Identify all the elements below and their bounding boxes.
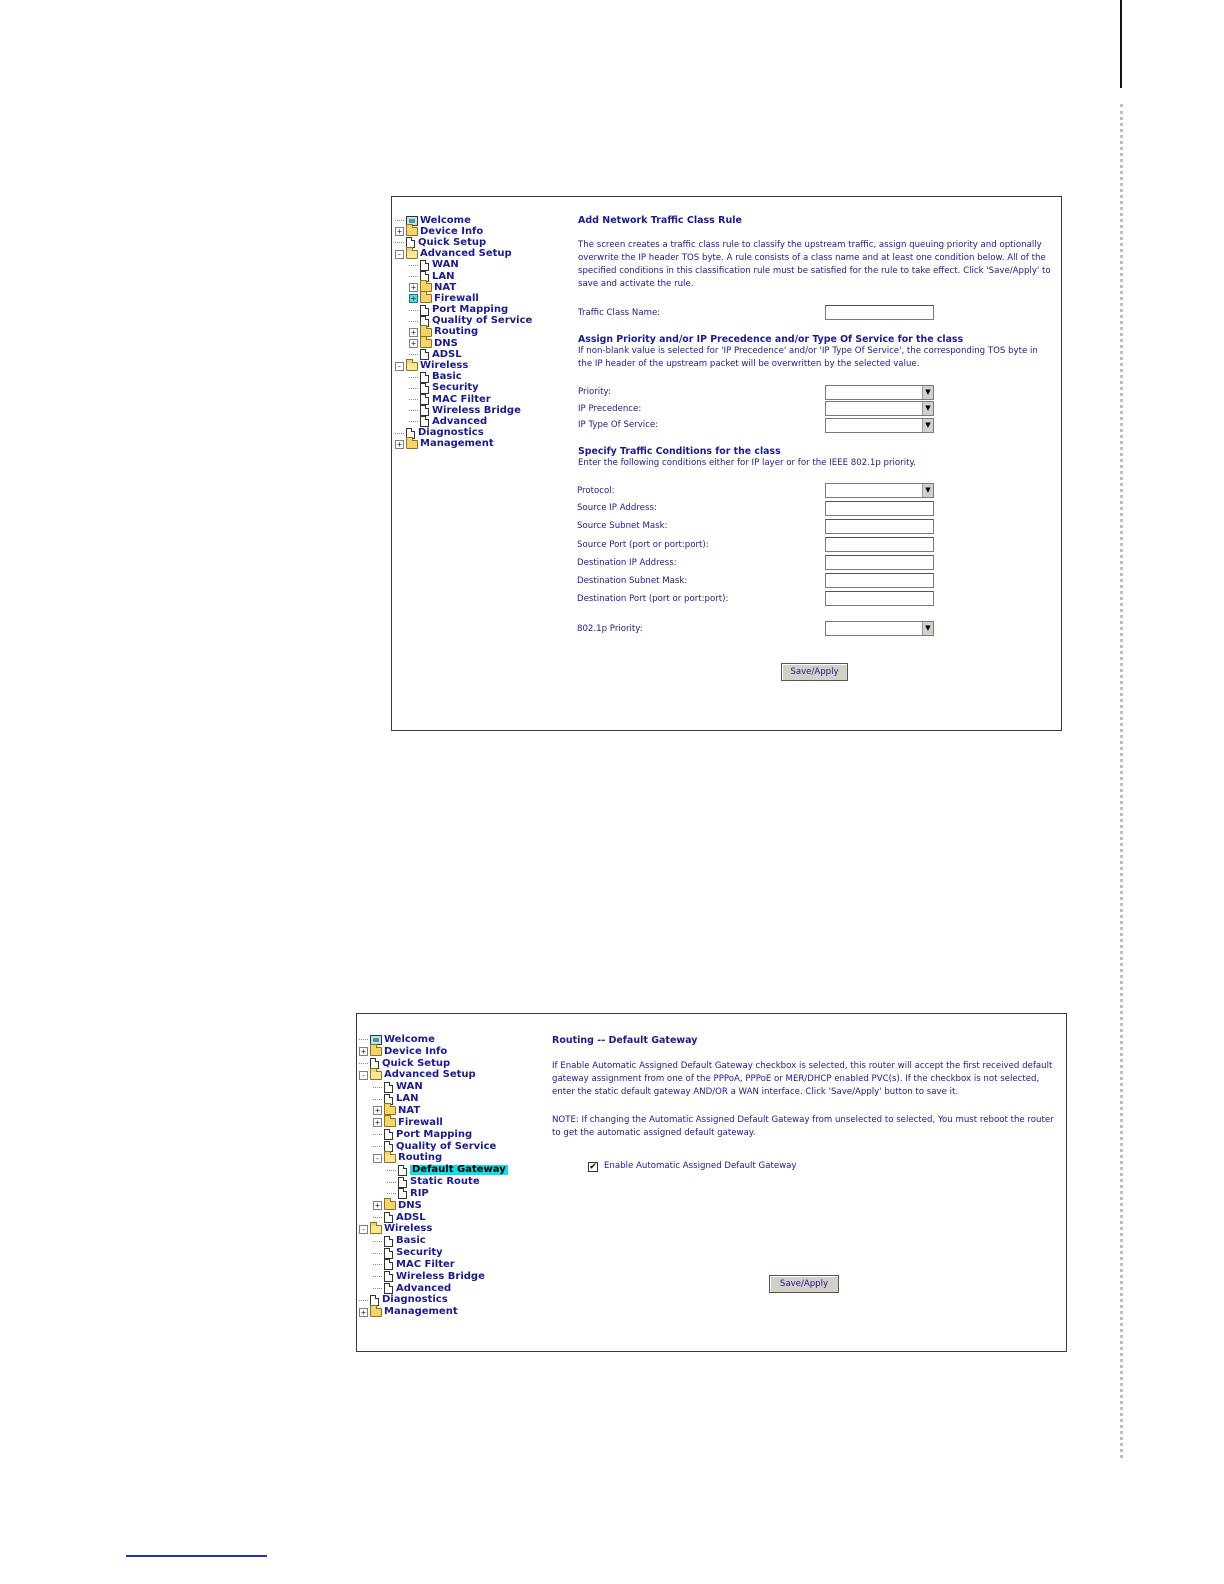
tree-connector	[409, 354, 418, 355]
page-icon	[420, 260, 429, 271]
footer-link-rule	[126, 1555, 267, 1557]
tree-item[interactable]	[359, 1105, 508, 1117]
conditions-description: Enter the following conditions either for IP layer or for the IEEE 802.1p priority.	[578, 458, 917, 468]
tree-connector	[395, 220, 404, 221]
tree-item-label[interactable]: MAC Filter	[396, 1258, 455, 1270]
expand-icon[interactable]: +	[409, 339, 418, 348]
page-icon	[384, 1271, 393, 1282]
tree-item[interactable]	[359, 1058, 508, 1070]
page-icon	[384, 1129, 393, 1140]
tree-item-label[interactable]: Firewall	[398, 1116, 443, 1128]
page-icon	[420, 405, 429, 416]
page-icon	[420, 383, 429, 394]
assign-section	[578, 334, 1052, 370]
tree-connector	[373, 1146, 382, 1147]
page-icon	[420, 416, 429, 427]
tree-item-label[interactable]: Quick Setup	[418, 236, 487, 248]
tree-connector	[387, 1193, 396, 1194]
folder-icon	[420, 294, 432, 303]
expand-icon[interactable]: +	[409, 328, 418, 337]
navigation-tree	[395, 215, 532, 450]
page-icon	[384, 1082, 393, 1093]
tree-item[interactable]	[395, 237, 532, 248]
collapse-icon[interactable]: -	[359, 1225, 368, 1234]
tree-item[interactable]	[395, 226, 532, 237]
page-icon	[384, 1212, 393, 1223]
tree-item[interactable]	[359, 1129, 508, 1141]
tree-item[interactable]	[359, 1034, 508, 1046]
page-icon	[384, 1283, 393, 1294]
folder-icon	[406, 440, 418, 449]
tree-item-label[interactable]: Diagnostics	[418, 427, 484, 439]
tree-item-label[interactable]: Security	[396, 1247, 443, 1259]
tree-item[interactable]	[359, 1188, 508, 1200]
tree-item-label[interactable]: Diagnostics	[382, 1294, 448, 1306]
tree-item[interactable]	[359, 1046, 508, 1058]
save-apply-button[interactable]: Save/Apply	[781, 663, 848, 681]
tree-item-label[interactable]: WAN	[396, 1081, 423, 1093]
collapse-icon[interactable]: -	[359, 1071, 368, 1080]
intro-text: The screen creates a traffic class rule to classify the upstream traffic, assign queuing priority and optionally overwrite the IP header TOS byte. A rule consists of a class name and at least one condition below. All of the specified conditions in this classification rule must be satisfied for the rule to take effect. Click 'Save/Apply' to save and activate the rule.	[578, 240, 1051, 289]
folder-open-icon	[370, 1225, 382, 1234]
tree-item-label[interactable]: WAN	[432, 259, 459, 271]
tree-connector	[409, 377, 418, 378]
tree-connector	[373, 1288, 382, 1289]
enable-auto-gateway-checkbox[interactable]: ✔	[589, 1162, 597, 1172]
tree-item[interactable]	[359, 1224, 508, 1236]
tree-connector	[409, 310, 418, 311]
enable-auto-gateway-label: Enable Automatic Assigned Default Gateway	[604, 1161, 797, 1171]
dst-ip-label: Destination IP Address:	[577, 558, 677, 568]
tree-connector	[359, 1300, 368, 1301]
chevron-down-icon: ▼	[922, 484, 933, 497]
tree-item-label[interactable]: Security	[432, 382, 479, 394]
page-icon	[398, 1165, 407, 1176]
tree-item[interactable]	[359, 1271, 508, 1283]
expand-icon[interactable]: +	[395, 440, 404, 449]
tree-item[interactable]	[359, 1117, 508, 1129]
collapse-icon[interactable]: -	[395, 250, 404, 259]
tree-connector	[395, 433, 404, 434]
dst-port-label: Destination Port (port or port:port):	[577, 594, 729, 604]
chevron-down-icon: ▼	[922, 419, 933, 432]
tree-item[interactable]	[395, 349, 532, 360]
expand-icon[interactable]: +	[359, 1308, 368, 1317]
save-apply-button[interactable]: Save/Apply	[769, 1275, 839, 1293]
page-icon	[398, 1188, 407, 1199]
tree-connector	[409, 265, 418, 266]
default-gateway-form	[552, 1035, 1058, 1140]
collapse-icon[interactable]: -	[373, 1154, 382, 1163]
dst-ip-input[interactable]	[825, 555, 934, 570]
chevron-down-icon: ▼	[922, 622, 933, 635]
page-icon	[384, 1248, 393, 1259]
tree-item-label[interactable]: Wireless	[384, 1223, 433, 1235]
tree-connector	[373, 1241, 382, 1242]
tree-item-label[interactable]: MAC Filter	[432, 393, 491, 405]
tree-item[interactable]	[395, 439, 532, 450]
traffic-class-rule-screenshot	[391, 196, 1062, 731]
tree-item-label[interactable]: Advanced	[396, 1282, 452, 1294]
tree-item[interactable]	[359, 1259, 508, 1271]
folder-icon	[384, 1201, 396, 1210]
dst-mask-input[interactable]	[825, 573, 934, 588]
src-port-label: Source Port (port or port:port):	[577, 540, 709, 550]
tos-select[interactable]	[825, 418, 934, 433]
expand-icon[interactable]: +	[409, 294, 418, 303]
header-rule	[1120, 0, 1122, 88]
page-icon	[420, 394, 429, 405]
page-title: Add Network Traffic Class Rule	[578, 215, 742, 226]
tree-item[interactable]	[395, 271, 532, 282]
tree-item[interactable]	[359, 1093, 508, 1105]
tree-item-label[interactable]: Welcome	[384, 1033, 435, 1045]
tree-item-label[interactable]: Quality of Service	[396, 1140, 497, 1152]
folder-open-icon	[406, 250, 418, 259]
expand-icon[interactable]: +	[373, 1201, 382, 1210]
tree-item[interactable]	[359, 1212, 508, 1224]
src-ip-label: Source IP Address:	[577, 503, 657, 513]
tree-connector	[359, 1063, 368, 1064]
tree-item-label[interactable]: Advanced	[432, 415, 488, 427]
tree-item[interactable]	[395, 249, 532, 260]
tree-item-label[interactable]: Management	[420, 438, 494, 450]
tree-item-label[interactable]: Static Route	[410, 1176, 480, 1188]
tree-connector	[387, 1182, 396, 1183]
tree-item-label[interactable]: RIP	[410, 1187, 429, 1199]
tree-item[interactable]	[359, 1306, 508, 1318]
tree-item[interactable]	[395, 327, 532, 338]
tree-item-label[interactable]: NAT	[398, 1104, 421, 1116]
collapse-icon[interactable]: -	[395, 362, 404, 371]
conditions-section	[578, 446, 1052, 470]
folder-icon	[384, 1106, 396, 1115]
conditions-title: Specify Traffic Conditions for the class	[578, 446, 781, 457]
tree-connector	[373, 1217, 382, 1218]
expand-icon[interactable]: +	[359, 1047, 368, 1056]
tree-item-label[interactable]: DNS	[434, 337, 458, 349]
expand-icon[interactable]: +	[373, 1106, 382, 1115]
protocol-label: Protocol:	[577, 486, 615, 496]
tree-item[interactable]	[395, 428, 532, 439]
tree-item-label[interactable]: Quick Setup	[382, 1057, 451, 1069]
tree-item-label[interactable]: Wireless Bridge	[396, 1270, 485, 1282]
folder-icon	[384, 1118, 396, 1127]
tree-item-label[interactable]: ADSL	[396, 1211, 426, 1223]
folder-open-icon	[370, 1071, 382, 1080]
tree-item[interactable]	[395, 416, 532, 427]
tree-item[interactable]	[395, 372, 532, 383]
margin-dotted-line	[1120, 104, 1123, 1458]
page-icon	[398, 1177, 407, 1188]
tree-item-label[interactable]: Management	[384, 1306, 458, 1318]
tree-item-label[interactable]: Device Info	[384, 1045, 448, 1057]
tree-item-label[interactable]: Advanced Setup	[384, 1069, 476, 1081]
tree-connector	[387, 1170, 396, 1171]
tree-connector	[373, 1087, 382, 1088]
tree-item[interactable]	[395, 360, 532, 371]
tree-connector	[409, 388, 418, 389]
page-icon	[420, 372, 429, 383]
src-ip-input[interactable]	[825, 501, 934, 516]
p8021-select[interactable]	[825, 621, 934, 636]
tree-item[interactable]	[395, 215, 532, 226]
tree-item-label[interactable]: Routing	[434, 326, 479, 338]
precedence-select[interactable]	[825, 401, 934, 416]
tree-item-label[interactable]: Advanced Setup	[420, 248, 512, 260]
tree-item-label[interactable]: Welcome	[420, 214, 471, 226]
src-port-input[interactable]	[825, 537, 934, 552]
tree-connector	[409, 276, 418, 277]
folder-icon	[370, 1047, 382, 1056]
tree-item[interactable]	[359, 1200, 508, 1212]
tree-item[interactable]	[359, 1176, 508, 1188]
tos-label: IP Type Of Service:	[578, 420, 659, 430]
tree-item-label[interactable]: Routing	[398, 1152, 443, 1164]
tree-item-label[interactable]: ADSL	[432, 348, 462, 360]
folder-icon	[406, 227, 418, 236]
tree-item-label[interactable]: Quality of Service	[432, 315, 533, 327]
tree-connector	[373, 1264, 382, 1265]
default-gateway-screenshot	[356, 1013, 1067, 1352]
folder-icon	[420, 339, 432, 348]
tree-connector	[373, 1253, 382, 1254]
folder-icon	[370, 1308, 382, 1317]
tree-connector	[395, 242, 404, 243]
tree-connector	[409, 321, 418, 322]
tree-item[interactable]	[395, 260, 532, 271]
tree-item[interactable]	[395, 282, 532, 293]
dst-port-input[interactable]	[825, 591, 934, 606]
tree-item-label[interactable]: Basic	[396, 1235, 426, 1247]
priority-select[interactable]	[825, 385, 934, 400]
tree-item-label[interactable]: Wireless	[420, 360, 469, 372]
page-icon	[384, 1259, 393, 1270]
expand-icon[interactable]: +	[395, 227, 404, 236]
tree-item[interactable]	[359, 1070, 508, 1082]
tree-connector	[373, 1134, 382, 1135]
tree-connector	[359, 1039, 368, 1040]
chevron-down-icon: ▼	[922, 402, 933, 415]
tree-item-label[interactable]: Basic	[432, 371, 462, 383]
page-icon	[420, 349, 429, 360]
tree-item-label[interactable]: Wireless Bridge	[432, 404, 521, 416]
tree-item[interactable]	[359, 1141, 508, 1153]
assign-description: If non-blank value is selected for 'IP Precedence' and/or 'IP Type Of Service', the corresponding TOS byte in the IP header of the upstream packet will be overwritten by the selected value.	[578, 346, 1038, 369]
p8021-label: 802.1p Priority:	[577, 624, 643, 634]
assign-title: Assign Priority and/or IP Precedence and/or Type Of Service for the class	[578, 334, 964, 345]
tree-item[interactable]	[359, 1247, 508, 1259]
tree-item-label[interactable]: Default Gateway	[412, 1164, 506, 1176]
tree-item-label[interactable]: NAT	[434, 281, 457, 293]
tree-item[interactable]	[359, 1081, 508, 1093]
tree-item[interactable]	[395, 293, 532, 304]
src-mask-input[interactable]	[825, 519, 934, 534]
tree-item[interactable]	[359, 1295, 508, 1307]
expand-icon[interactable]: +	[373, 1118, 382, 1127]
tree-item-label[interactable]: Port Mapping	[432, 304, 509, 316]
class-name-label: Traffic Class Name:	[578, 308, 661, 318]
page-title: Routing -- Default Gateway	[552, 1035, 698, 1046]
tree-item[interactable]	[395, 394, 532, 405]
priority-label: Priority:	[578, 387, 611, 397]
tree-connector	[409, 421, 418, 422]
tree-item-label[interactable]: Firewall	[434, 292, 479, 304]
expand-icon[interactable]: +	[409, 283, 418, 292]
chevron-down-icon: ▼	[922, 386, 933, 399]
navigation-tree	[359, 1034, 508, 1318]
tree-item-label[interactable]: Port Mapping	[396, 1128, 473, 1140]
tree-connector	[409, 410, 418, 411]
tree-item-label[interactable]: LAN	[432, 270, 455, 282]
tree-item[interactable]	[395, 405, 532, 416]
tree-item-label[interactable]: LAN	[396, 1093, 419, 1105]
precedence-label: IP Precedence:	[578, 404, 642, 414]
tree-item[interactable]	[359, 1164, 508, 1176]
tree-item-label[interactable]: Device Info	[420, 225, 484, 237]
tree-item[interactable]	[359, 1152, 508, 1164]
tree-connector	[409, 399, 418, 400]
folder-open-icon	[384, 1154, 396, 1163]
src-mask-label: Source Subnet Mask:	[577, 521, 668, 531]
tree-item[interactable]	[395, 305, 532, 316]
tree-connector	[373, 1276, 382, 1277]
folder-open-icon	[406, 362, 418, 371]
note-text: NOTE: If changing the Automatic Assigned Default Gateway from unselected to selected, You must reboot the router to get the automatic assigned default gateway.	[552, 1115, 1054, 1138]
dst-mask-label: Destination Subnet Mask:	[577, 576, 688, 586]
intro-text: If Enable Automatic Assigned Default Gateway checkbox is selected, this router will accept the first received default gateway assignment from one of the PPPoA, PPPoE or MER/DHCP enabled PVC(s). If the checkbox is not selected, enter the static default gateway AND/OR a WAN interface. Click 'Save/Apply' button to save it.	[552, 1061, 1053, 1097]
tree-item[interactable]	[395, 383, 532, 394]
tree-item[interactable]	[395, 338, 532, 349]
tree-item[interactable]	[359, 1283, 508, 1295]
page-icon	[384, 1236, 393, 1247]
protocol-select[interactable]	[825, 483, 934, 498]
page-icon	[420, 305, 429, 316]
class-name-input[interactable]	[825, 305, 934, 320]
tree-item-label[interactable]: DNS	[398, 1199, 422, 1211]
tree-connector	[373, 1099, 382, 1100]
tree-item[interactable]	[395, 316, 532, 327]
traffic-class-form	[578, 215, 1052, 291]
tree-item[interactable]	[359, 1235, 508, 1247]
